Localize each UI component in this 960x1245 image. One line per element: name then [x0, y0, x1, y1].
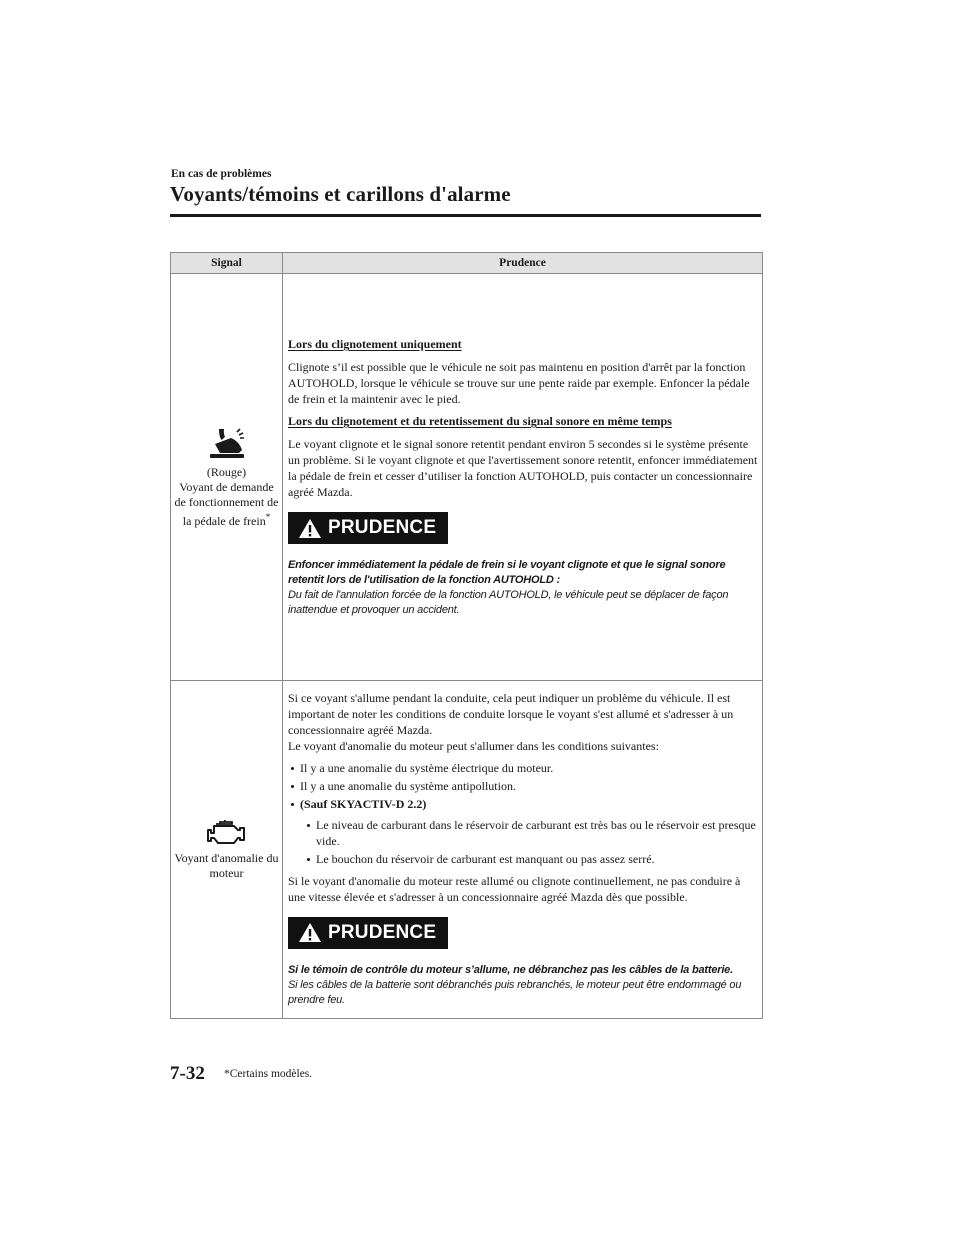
warning-bold: Enfoncer immédiatement la pédale de frein si le voyant clignote et que le signal sonore retentit lors de l'utilisation de la fonction AUTOHOLD : [288, 559, 726, 586]
paragraph: Si ce voyant s'allume pendant la conduite, cela peut indiquer un problème du véhicule. Il est important de noter les conditions de conduite lorsque le voyant s'est allumé et s'adresser à un concessionnaire agréé Mazda. [288, 690, 734, 737]
column-header-caution: Prudence [283, 253, 763, 274]
signal-cell [171, 274, 283, 681]
warning-text-block [288, 963, 758, 1008]
brake-pedal-warning-icon [206, 426, 248, 460]
table-header-row [171, 253, 763, 274]
subheading: Lors du clignotement et du retentissement du signal sonore en même temps [288, 414, 672, 428]
list-item: Le bouchon du réservoir de carburant est manquant ou pas assez serré. [304, 851, 758, 867]
signal-name: Voyant de demande de fonctionnement de la pédale de frein* [174, 479, 279, 528]
signal-cell [171, 681, 283, 1019]
list-item: Il y a une anomalie du système électrique du moteur. [288, 760, 758, 776]
paragraph: Clignote s’il est possible que le véhicule ne soit pas maintenu en position d'arrêt par la fonction AUTOHOLD, lorsque le véhicule se trouve sur une pente raide par exemple. Enfoncer la pédale de frein et la maintenir avec le pied. [288, 360, 750, 406]
caution-label: PRUDENCE [328, 517, 437, 538]
section-label: En cas de problèmes [171, 168, 272, 180]
footnote: *Certains modèles. [224, 1068, 313, 1080]
warning-lights-table [170, 252, 763, 1019]
list-item: Il y a une anomalie du système antipollution. [288, 778, 758, 794]
column-header-signal: Signal [171, 253, 283, 274]
signal-color-note: (Rouge) [206, 464, 247, 479]
warning-text: Si les câbles de la batterie sont débranchés puis rebranchés, le moteur peut être endommagé ou prendre feu. [288, 978, 742, 1006]
caution-cell [283, 681, 763, 1019]
warning-triangle-icon [298, 922, 322, 943]
signal-name: Voyant d'anomalie du moteur [174, 851, 279, 880]
table-row [171, 274, 763, 681]
paragraph: Si le voyant d'anomalie du moteur reste allumé ou clignote continuellement, ne pas conduire à une vitesse élevée et s'adresser à un concessionnaire agréé Mazda dès que possible. [288, 873, 741, 904]
title-rule [170, 214, 761, 217]
table-row [171, 681, 763, 1019]
warning-bold: Si le témoin de contrôle du moteur s’allume, ne débranchez pas les câbles de la batterie. [288, 963, 733, 976]
caution-banner [288, 917, 448, 949]
page-title: Voyants/témoins et carillons d'alarme [170, 182, 511, 206]
warning-triangle-icon [298, 518, 322, 539]
condition-list [288, 760, 758, 812]
paragraph: Le voyant d'anomalie du moteur peut s'allumer dans les conditions suivantes: [288, 738, 659, 753]
check-engine-icon [206, 818, 248, 846]
warning-text: Du fait de l'annulation forcée de la fonction AUTOHOLD, le véhicule peut se déplacer de façon inattendue et provoquer un accident. [288, 589, 729, 616]
sub-condition-list [304, 817, 758, 867]
caution-banner [288, 512, 448, 544]
paragraph: Le voyant clignote et le signal sonore retentit pendant environ 5 secondes si le système présente un problème. Si le voyant clignote et que l'avertissement sonore retentit, enfoncer immédiatement la pédale de frein et cesser d’utiliser la fonction AUTOHOLD, puis contacter un concessionnaire agréé Mazda. [288, 437, 758, 499]
caution-label: PRUDENCE [328, 921, 437, 943]
asterisk-mark: * [265, 511, 271, 522]
list-item: Le niveau de carburant dans le réservoir de carburant est très bas ou le réservoir est presque vide. [304, 817, 758, 849]
warning-text-block [288, 558, 758, 618]
list-item: (Sauf SKYACTIV-D 2.2) [288, 796, 758, 812]
subheading: Lors du clignotement uniquement [288, 337, 462, 351]
caution-cell [283, 274, 763, 681]
page-number: 7-32 [170, 1063, 205, 1084]
